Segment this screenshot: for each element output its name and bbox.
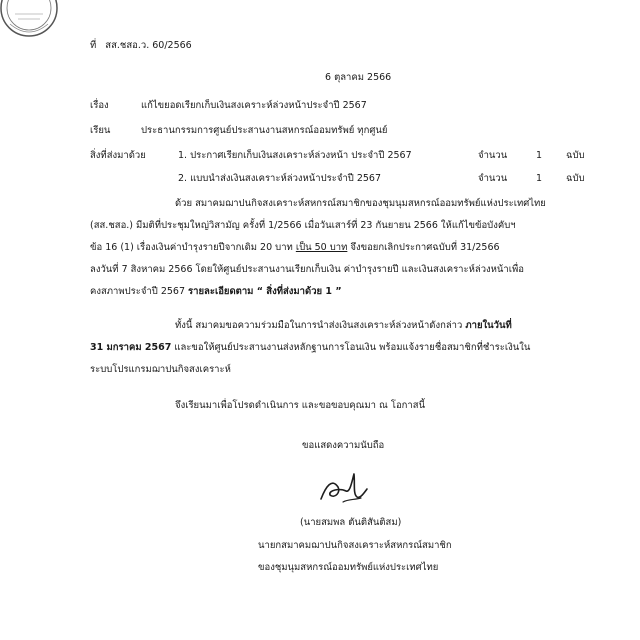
enclosure-qty: 1 bbox=[536, 150, 543, 161]
cooperation-text: ทั้งนี้ สมาคมขอความร่วมมือในการนำส่งเงินสงเคราะห์ล่วงหน้าดังกล่าว bbox=[175, 320, 466, 331]
proof-request-text: และขอให้ศูนย์ประสานงานส่งหลักฐานการโอนเงิน พร้อมแจ้งรายชื่อสมาชิกที่ชำระเงินใน bbox=[171, 342, 531, 353]
fiscal-year-text: คงสภาพประจำปี 2567 bbox=[90, 286, 189, 297]
handwritten-signature bbox=[318, 466, 370, 506]
enclosure-qty: 1 bbox=[536, 173, 543, 184]
body-paragraph-2-line-1 bbox=[175, 320, 512, 332]
enclosure-item-text: 2. แบบนำส่งเงินสงเคราะห์ล่วงหน้าประจำปี 2567 bbox=[178, 173, 382, 184]
recipient-text: ประธานกรรมการศูนย์ประสานงานสหกรณ์ออมทรัพย์ ทุกศูนย์ bbox=[141, 125, 388, 136]
subject-label: เรื่อง bbox=[90, 100, 109, 111]
reference-number: สส.ชสอ.ว. 60/2566 bbox=[105, 40, 192, 51]
details-reference: รายละเอียดตาม “ สิ่งที่ส่งมาด้วย 1 ” bbox=[188, 286, 342, 297]
signer-title-line-2: ของชุมนุมสหกรณ์ออมทรัพย์แห่งประเทศไทย bbox=[258, 562, 439, 573]
enclosure-item-text: 1. ประกาศเรียกเก็บเงินสงเคราะห์ล่วงหน้า ประจำปี 2567 bbox=[178, 150, 412, 161]
enclosures-label: สิ่งที่ส่งมาด้วย bbox=[90, 150, 146, 161]
enclosure-unit: ฉบับ bbox=[566, 173, 585, 184]
deadline-prefix: ภายในวันที่ bbox=[465, 320, 512, 331]
enclosure-qty-label: จำนวน bbox=[478, 150, 508, 161]
deadline-date: 31 มกราคม 2567 bbox=[90, 342, 172, 353]
signer-name: (นายสมพล ตันติสันติสม) bbox=[300, 517, 402, 528]
body-paragraph-1-line-1: ด้วย สมาคมฌาปนกิจสงเคราะห์สหกรณ์สมาชิกของชุมนุมสหกรณ์ออมทรัพย์แห่งประเทศไทย bbox=[175, 198, 546, 209]
body-paragraph-1-line-2: (สส.ชสอ.) มีมติที่ประชุมใหญ่วิสามัญ ครั้งที่ 1/2566 เมื่อวันเสาร์ที่ 23 กันยายน 2566 ให้แก้ไขข้อบังคับฯ bbox=[90, 220, 516, 231]
enclosure-unit: ฉบับ bbox=[566, 150, 585, 161]
body-paragraph-2-line-2 bbox=[90, 342, 530, 354]
cancel-notice-text: จึงขอยกเลิกประกาศฉบับที่ 31/2566 bbox=[347, 242, 500, 253]
fee-new-amount: เป็น 50 บาท bbox=[295, 242, 348, 253]
reference-prefix: ที่ bbox=[90, 40, 97, 51]
reference-line bbox=[90, 40, 192, 52]
recipient-label: เรียน bbox=[90, 125, 111, 136]
regards-text: ขอแสดงความนับถือ bbox=[302, 440, 385, 451]
organization-seal bbox=[0, 0, 58, 42]
body-paragraph-2-line-3: ระบบโปรแกรมฌาปนกิจสงเคราะห์ bbox=[90, 364, 231, 375]
body-paragraph-1-line-3 bbox=[90, 242, 500, 254]
closing-line: จึงเรียนมาเพื่อโปรดดำเนินการ และขอขอบคุณมา ณ โอกาสนี้ bbox=[175, 400, 426, 411]
enclosure-qty-label: จำนวน bbox=[478, 173, 508, 184]
letter-date: 6 ตุลาคม 2566 bbox=[325, 72, 392, 83]
subject-text: แก้ไขยอดเรียกเก็บเงินสงเคราะห์ล่วงหน้าประจำปี 2567 bbox=[141, 100, 367, 111]
body-paragraph-1-line-4: ลงวันที่ 7 สิงหาคม 2566 โดยให้ศูนย์ประสานงานเรียกเก็บเงิน ค่าบำรุงรายปี และเงินสงเคราะห์ล่วงหน้าเพื่อ bbox=[90, 264, 524, 275]
fee-old-text: ข้อ 16 (1) เรื่องเงินค่าบำรุงรายปีจากเดิม 20 บาท bbox=[90, 242, 296, 253]
body-paragraph-1-line-5 bbox=[90, 286, 342, 298]
signer-title-line-1: นายกสมาคมฌาปนกิจสงเคราะห์สหกรณ์สมาชิก bbox=[258, 540, 452, 551]
